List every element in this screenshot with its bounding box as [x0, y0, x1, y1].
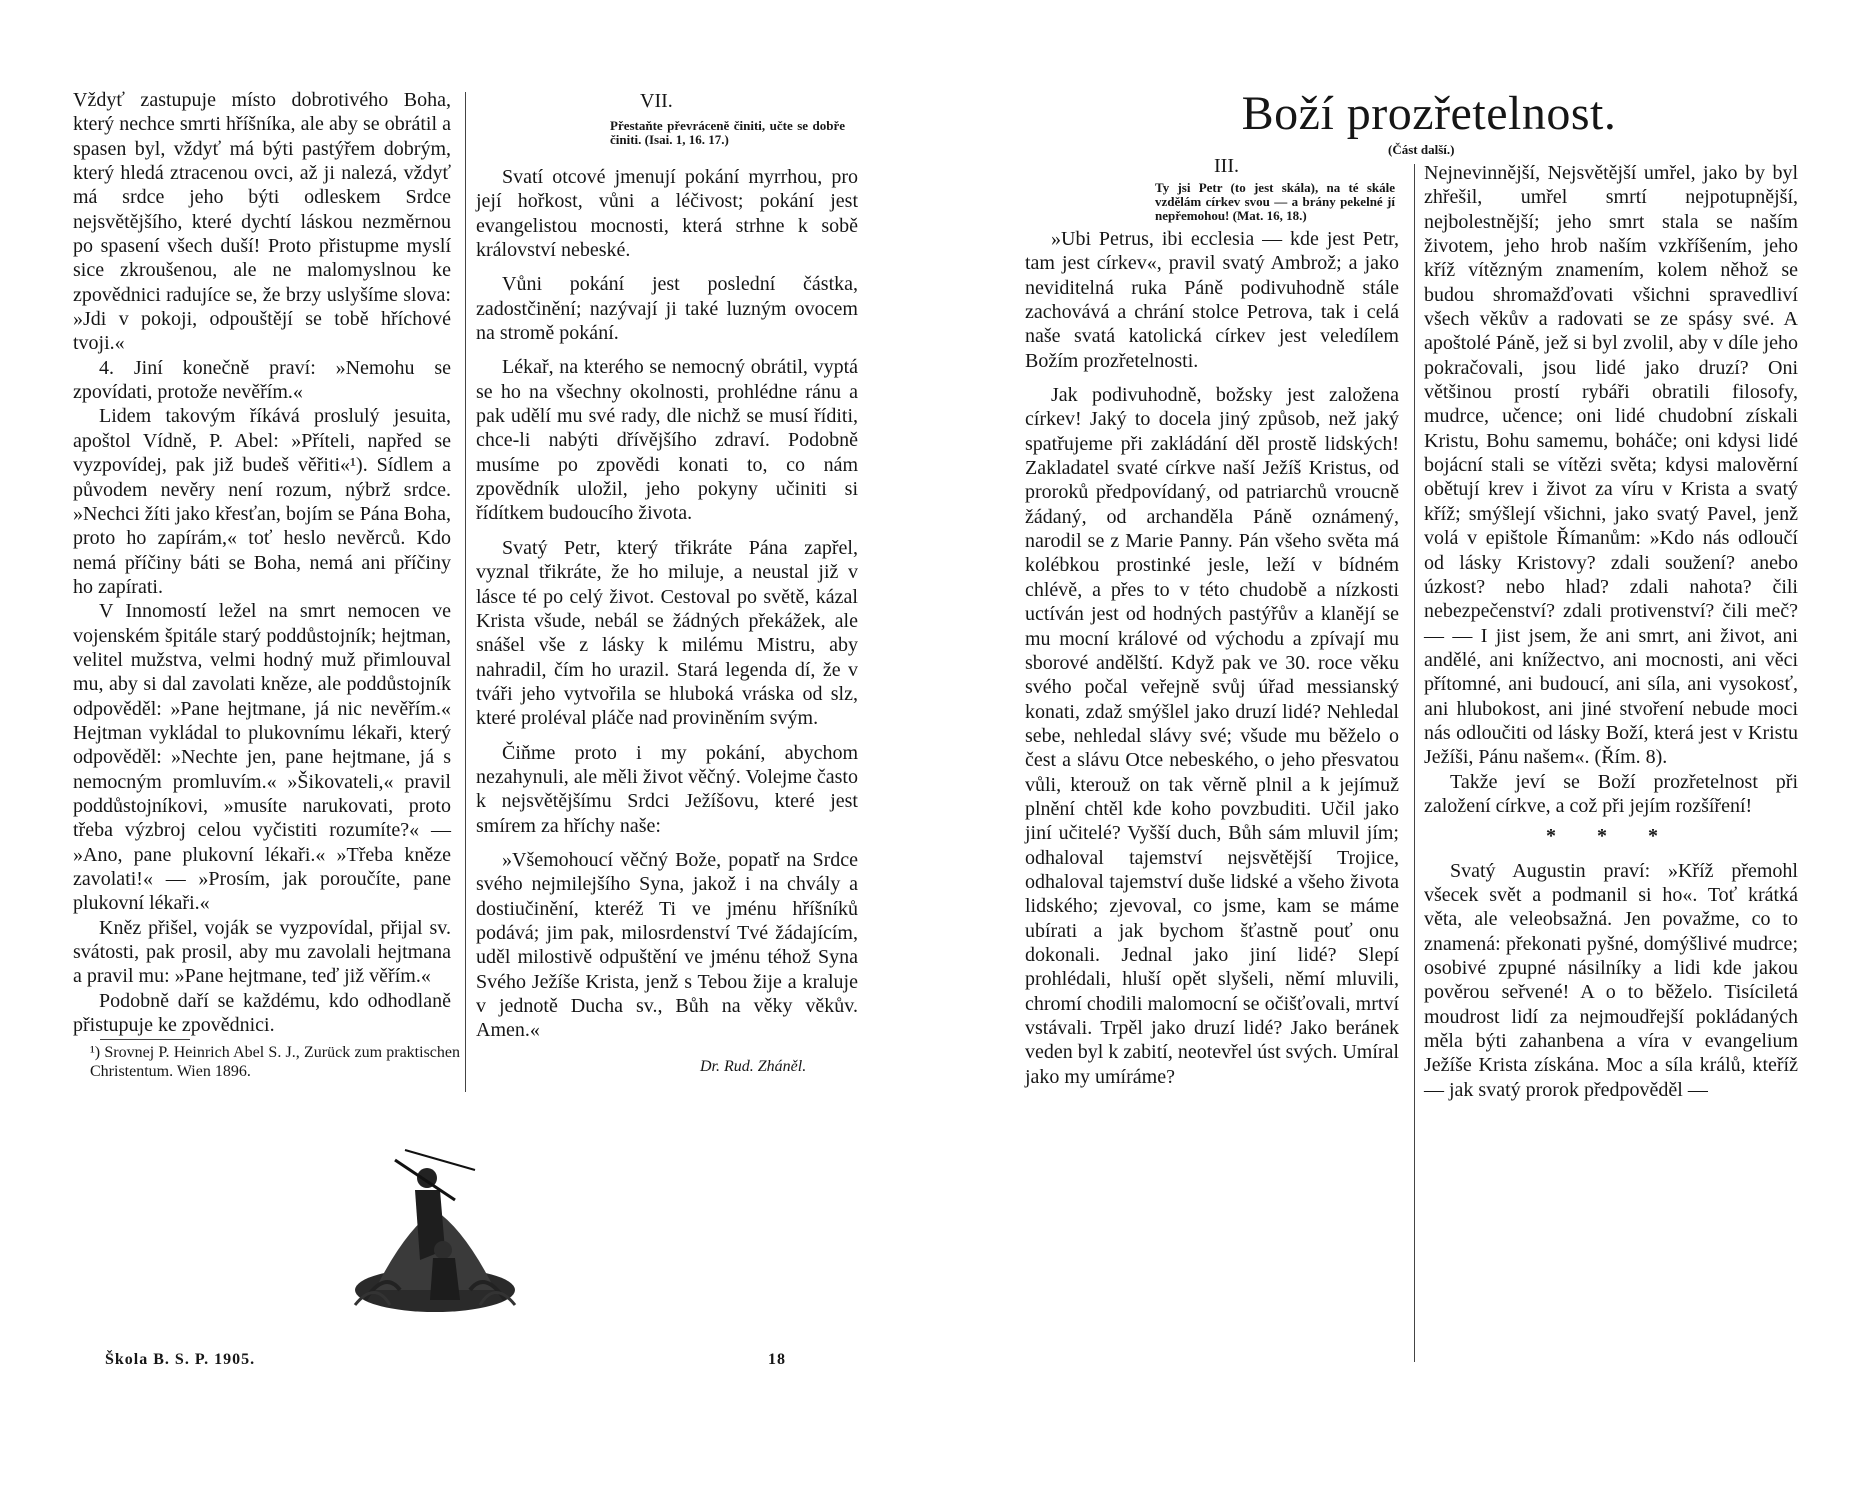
left-column-2 [476, 165, 858, 1043]
paragraph: Podobně daří se každému, kdo odhodlaně přistupuje ke zpovědnici. [73, 989, 451, 1037]
paragraph: Jak podivuhodně, božsky jest založena církev! Jaký to docela jiný způsob, než jaký spatřujeme při zakládání děl prostě lidských! Zakladatel svaté církve naší Ježíš Kristus, od proroků předpovídaný, od patriarchů vroucně žádaný, od archanděla Páně oznámený, narodil se z Marie Panny. Pán všeho světa má kolébkou prostinké jesle, leží v bídném chlévě, a přes to v této chudobě a nízkosti uctíván jest od hodných pastýřův a klanějí se mu mocní králové od východu a zpívají mu sborové andělští. Když pak ve 30. roce věku svého počal veřejně svůj úřad messianský konati, zdaž smýšlel jako druzí lidé? Nehledal sebe, nehledal slávy své; všude mu běželo o čest a slávu Otce nebeského, o jeho přesvatou vůli, kterouž on tak věrně plnil a k jejímuž plnění chtěl kde koho povzbuditi. Učil jako jiní učitelé? Vyšší duch, Bůh sám mluvil jím; odhaloval tajemství nejsvětější Trojice, odhaloval tajemství duše lidské a všeho života lidského; zjevoval, co jsme, kam se máme ubírati a jak bychom šťastně pouť onu dokonali. Jednal jako jiní lidé? Slepí prohlédali, hluší opět slyšeli, němí mluvili, chromí chodili malomocní se očišťovali, mrtví vstávali. Trpěl jako druzí lidé? Jako beránek veden byl k zabití, neotevřel úst svých. Umíral jako my umíráme? [1025, 384, 1399, 1088]
article-subtitle: (Část další.) [1388, 142, 1455, 157]
column-divider [1414, 164, 1415, 1362]
paragraph: Lékař, na kterého se nemocný obrátil, vyptá se ho na všechny okolnosti, prohlédne ránu a pak udělí mu své rady, dle nichž se musí říditi, chce-li nabýti dřívějšího zdraví. Podobně musíme po zpovědi konati to, co nám zpovědník uložil, jeho pokyny učiniti si řídítkem budoucího života. [476, 356, 858, 525]
paragraph: Lidem takovým říkává proslulý jesuita, apoštol Vídně, P. Abel: »Příteli, napřed se vyzpovídej, pak již budeš věřiti«¹). Sídlem a původem nevěry není rozum, nýbrž srdce. »Nechci žíti jako křesťan, bojím se Pána Boha, proto ho zapírám,« toť heslo nevěrců. Kdo nemá příčiny báti se Boha, nemá ani příčiny ho zapírati. [73, 405, 451, 598]
page-number: 18 [768, 1351, 786, 1368]
column-divider [465, 92, 466, 1092]
paragraph: Svatí otcové jmenují pokání myrrhou, pro její hořkost, vůni a léčivost; pokání jest evangelistou mocnosti, která strhne k sobě království nebeské. [476, 166, 858, 262]
paragraph: »Ubi Petrus, ibi ecclesia — kde jest Petr, tam jest církev«, pravil svatý Ambrož; a jako neviditelná ruka Páně podivuhodně stále zachovává a chrání stolce Petrova, tak i celá naše svatá katolická církev jest veledílem Božím prozřetelnosti. [1025, 228, 1399, 372]
signature: Dr. Rud. Zháněl. [700, 1058, 807, 1075]
paragraph: Svatý Petr, který třikráte Pána zapřel, vyznal třikráte, že ho miluje, a neustal již v lásce té po celý život. Cestoval po světě, kázal Krista všude, nebál se žádných překážek, ale snášel vše z lásky k milému Mistru, aby nahradil, čím ho urazil. Stará legenda dí, že v tváři jeho vytvořila se hluboká vráska od slz, které proléval pláče nad proviněním svým. [476, 536, 858, 730]
footnote-rule [100, 1039, 190, 1040]
paragraph: Takže jeví se Boží prozřetelnost při založení církve, a což při jejím rozšíření! [1424, 770, 1798, 817]
article-title: Boží prozřetelnost. [1241, 87, 1617, 140]
section-motto: Ty jsi Petr (to jest skála), na té skále vzdělám církev svou — a brány pekelné jí nepřemohou! (Mat. 16, 18.) [1155, 180, 1395, 223]
right-column-1 [1025, 227, 1399, 1089]
paragraph: Kněz přišel, voják se vyzpovídal, přijal sv. svátosti, pak prosil, aby mu zavolali hejtmana a pravil mu: »Pane hejtmane, teď již věřím.« [73, 916, 451, 988]
left-column-1 [73, 88, 451, 1037]
paragraph: »Všemohoucí věčný Bože, popatř na Srdce svého nejmilejšího Syna, jakož i na chvály a dostiučinění, kteréž Ti ve jménu hříšníků podává; jim pak, milosrdenství Tvé žádajícím, uděl milostivě odpuštění ve jménu téhož Syna Svého Ježíše Krista, jenž s Tebou žije a kraluje v jednotě Ducha sv., Bůh na věky věkův. Amen.« [476, 848, 858, 1042]
vignette-illustration [345, 1140, 525, 1315]
paragraph: V Innomostí ležel na smrt nemocen ve vojenském špitále starý poddůstojník; hejtman, velitel mužstva, velmi hodný muž přimlouval mu, aby si dal zavolati kněze, ale poddůstojník odpověděl: »Pane hejtmane, já nic nevěřím.« Hejtman vykládal to plukovnímu lékaři, který odpověděl: »Nechte jen, pane hejtmane, já s nemocným promluvím.« »Šikovateli,« pravil poddůstojníkovi, »musíte narukovati, proto třeba výzbroj celou vyčistiti rozumíte?« — »Ano, pane plukovní lékaři.« »Třeba kněze zavolati!« — »Prosím, jak poroučíte, pane plukovní lékaři.« [73, 600, 451, 915]
footer-left: Škola B. S. P. 1905. [105, 1351, 256, 1368]
section-motto: Přestaňte převráceně činiti, učte se dobře činiti. (Isai. 1, 16. 17.) [610, 118, 845, 147]
paragraph: Čiňme proto i my pokání, abychom nezahynuli, ale měli život věčný. Volejme často k nejsvětějšímu Srdci Ježíšovu, které jest smírem za hříchy naše: [476, 741, 858, 837]
paragraph: Vždyť zastupuje místo dobrotivého Boha, který nechce smrti hříšníka, ale aby se obrátil a spasen byl, vždyť má býti pastýřem dobrým, který hledá ztracenou ovci, až ji nalezá, vždyť má srdce jeho býti odleskem Srdce nejsvětějšího, které dychtí láskou nezměrnou po spasení všech duší! Proto přistupme myslí sice zkroušenou, ale ne malomyslnou ke zpovědnici radujíce se, že brzy uslyšíme slova: »Jdi v pokoji, odpouštějí se tobě hříchové tvoji.« [73, 89, 451, 355]
paragraph: 4. Jiní konečně praví: »Nemohu se zpovídati, protože nevěřím.« [73, 356, 451, 404]
paragraph: Nejnevinnější, Nejsvětější umřel, jako by byl zhřešil, umřel smrtí nejpotupnější, nejbolestnější; jeho smrt stala se naším životem, jeho hrob naším vzkříšením, jeho kříž vítězným znamením, kolem něhož se budou shromažďovati všichni spravedliví všech věkův a radovati se ze spásy své. A apoštolé Páně, jež si byl zvolil, aby v díle jeho pokračovali, jsou lidé jako druzí? Oni většinou prostí rybáři obratili filosofy, mudrce, učence; oni lidé chudobní získali Kristu, Bohu samemu, boháče; oni kdysi lidé bojácní stali se vítězi světa; kdysi malověrní obětují krev i život za víru v Krista a svatý kříž; smýšlejí všichni, jako svatý Pavel, jenž volá v epištole Římanům: »Kdo nás odloučí od lásky Kristovy? zdali soužení? anebo úzkost? nebo hlad? zdali nahota? čili nebezpečenství? zdali protivenství? čili meč? — — I jist jsem, že ani smrt, ani život, ani andělé, ani knížectvo, ani mocnosti, ani věci přítomné, ani budoucí, ani síla, ani vysokosť, ani hlubokost, ani jiné stvoření nebude moci nás odloučiti od lásky Boží, která jest v Kristu Ježíši, Pánu našem«. (Řím. 8). [1424, 162, 1798, 769]
footnote: ¹) Srovnej P. Heinrich Abel S. J., Zurück zum praktischen Christentum. Wien 1896. [90, 1044, 460, 1080]
section-divider-asterisks: * * * [1546, 825, 1676, 848]
paragraph: Svatý Augustin praví: »Kříž přemohl všecek svět a podmanil si ho«. Toť krátká věta, ale veleobsažná. Jen považme, co to znamená: překonati pyšné, domýšlivé mudrce; osobivé zpupné násilníky a lidi kde jakou pověrou seřvené! A o to běželo. Tisíciletá moudrost lidí za nejmoudřejší pokládaných měla býti zahanbena a víra v evangelium Ježíše Krista získána. Moc a síla králů, kteříž — jak svatý prorok předpověděl — [1424, 859, 1798, 1101]
right-column-2 [1424, 161, 1798, 1102]
section-number: VII. [640, 90, 673, 112]
paragraph: Vůni pokání jest poslední částka, zadostčinění; nazývají ji také luzným ovocem na stromě pokání. [476, 273, 858, 345]
section-number: III. [1214, 155, 1239, 177]
